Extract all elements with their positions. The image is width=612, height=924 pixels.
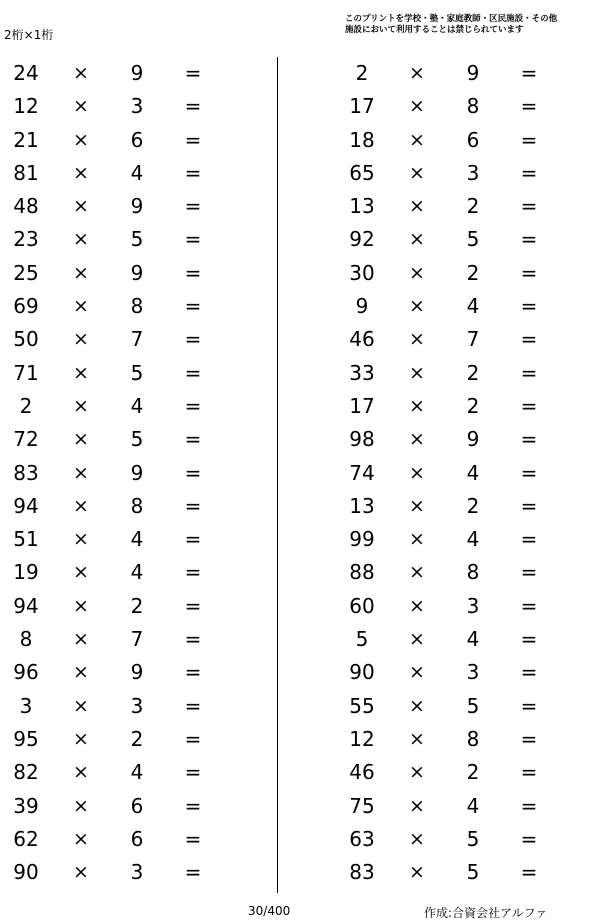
equals-sign: = [520, 693, 538, 718]
left-problem-row [0, 723, 270, 756]
multiplier: 2 [466, 760, 480, 785]
times-sign: × [409, 195, 425, 218]
left-problem-row [0, 190, 270, 223]
equals-sign: = [184, 227, 202, 252]
multiplicand: 51 [13, 527, 39, 552]
multiplier: 4 [130, 760, 144, 785]
multiplicand: 62 [13, 826, 39, 851]
left-problem-row [0, 124, 270, 157]
left-problem-row [0, 90, 270, 123]
multiplicand: 88 [349, 560, 375, 585]
multiplicand: 81 [13, 160, 39, 185]
multiplicand: 83 [349, 860, 375, 885]
right-problem-row [336, 257, 606, 290]
equals-sign: = [520, 360, 538, 385]
multiplicand: 98 [349, 427, 375, 452]
multiplier: 3 [130, 693, 144, 718]
right-problem-row [336, 656, 606, 689]
equals-sign: = [184, 726, 202, 751]
times-sign: × [409, 694, 425, 717]
right-problem-row [336, 223, 606, 256]
times-sign: × [409, 228, 425, 251]
multiplicand: 60 [349, 593, 375, 618]
equals-sign: = [520, 527, 538, 552]
times-sign: × [73, 295, 89, 318]
multiplier: 9 [130, 61, 144, 85]
right-problem-column [336, 57, 606, 889]
times-sign: × [73, 161, 89, 184]
multiplicand: 50 [13, 327, 39, 352]
right-problem-row [336, 157, 606, 190]
left-problem-row [0, 457, 270, 490]
times-sign: × [409, 861, 425, 884]
equals-sign: = [520, 260, 538, 285]
multiplier: 8 [466, 560, 480, 585]
multiplicand: 8 [19, 627, 33, 652]
multiplicand: 96 [13, 660, 39, 685]
equals-sign: = [184, 593, 202, 618]
right-problem-row [336, 357, 606, 390]
times-sign: × [409, 261, 425, 284]
times-sign: × [73, 594, 89, 617]
times-sign: × [73, 428, 89, 451]
multiplicand: 9 [355, 294, 369, 319]
multiplier: 8 [130, 294, 144, 319]
multiplicand: 25 [13, 260, 39, 285]
multiplier: 6 [130, 127, 144, 152]
multiplier: 6 [130, 793, 144, 818]
multiplier: 9 [466, 427, 480, 452]
equals-sign: = [184, 260, 202, 285]
times-sign: × [409, 494, 425, 517]
left-problem-column [0, 57, 270, 889]
equals-sign: = [520, 194, 538, 219]
multiplier: 3 [130, 94, 144, 119]
right-problem-row [336, 457, 606, 490]
equals-sign: = [184, 760, 202, 785]
left-problem-row [0, 223, 270, 256]
times-sign: × [409, 361, 425, 384]
worksheet-title: 2桁×1桁 [4, 28, 54, 42]
multiplier: 5 [130, 360, 144, 385]
multiplicand: 17 [349, 393, 375, 418]
multiplier: 9 [466, 61, 480, 85]
multiplier: 8 [466, 94, 480, 119]
multiplier: 4 [466, 460, 480, 485]
times-sign: × [409, 62, 425, 84]
right-problem-row [336, 756, 606, 789]
multiplicand: 71 [13, 360, 39, 385]
multiplier: 2 [130, 593, 144, 618]
multiplier: 6 [130, 826, 144, 851]
left-problem-row [0, 823, 270, 856]
multiplicand: 75 [349, 793, 375, 818]
left-problem-row [0, 623, 270, 656]
multiplier: 9 [130, 460, 144, 485]
equals-sign: = [520, 160, 538, 185]
equals-sign: = [184, 194, 202, 219]
multiplicand: 13 [349, 194, 375, 219]
multiplier: 2 [466, 260, 480, 285]
right-problem-row [336, 124, 606, 157]
multiplicand: 13 [349, 493, 375, 518]
multiplier: 9 [130, 660, 144, 685]
times-sign: × [73, 528, 89, 551]
times-sign: × [73, 861, 89, 884]
multiplicand: 30 [349, 260, 375, 285]
times-sign: × [409, 428, 425, 451]
right-problem-row [336, 323, 606, 356]
usage-notice-line1: このプリントを学校・塾・家庭教師・区民施設・その他 [345, 14, 558, 24]
multiplier: 9 [130, 260, 144, 285]
multiplicand: 2 [355, 61, 369, 85]
multiplier: 8 [466, 726, 480, 751]
times-sign: × [409, 827, 425, 850]
multiplicand: 46 [349, 760, 375, 785]
left-problem-row [0, 523, 270, 556]
multiplier: 2 [130, 726, 144, 751]
times-sign: × [73, 62, 89, 84]
right-problem-row [336, 90, 606, 123]
equals-sign: = [184, 360, 202, 385]
equals-sign: = [184, 693, 202, 718]
times-sign: × [73, 727, 89, 750]
equals-sign: = [520, 660, 538, 685]
multiplicand: 48 [13, 194, 39, 219]
times-sign: × [409, 328, 425, 351]
equals-sign: = [520, 493, 538, 518]
equals-sign: = [184, 627, 202, 652]
equals-sign: = [184, 94, 202, 119]
equals-sign: = [184, 294, 202, 319]
equals-sign: = [184, 460, 202, 485]
multiplicand: 65 [349, 160, 375, 185]
multiplier: 5 [466, 826, 480, 851]
equals-sign: = [520, 393, 538, 418]
right-problem-row [336, 590, 606, 623]
equals-sign: = [520, 826, 538, 851]
multiplier: 8 [130, 493, 144, 518]
equals-sign: = [520, 860, 538, 885]
multiplier: 4 [466, 793, 480, 818]
multiplier: 5 [466, 693, 480, 718]
right-problem-row [336, 423, 606, 456]
equals-sign: = [184, 826, 202, 851]
equals-sign: = [520, 760, 538, 785]
multiplicand: 69 [13, 294, 39, 319]
left-problem-row [0, 257, 270, 290]
right-problem-row [336, 856, 606, 889]
times-sign: × [73, 561, 89, 584]
equals-sign: = [520, 427, 538, 452]
times-sign: × [73, 195, 89, 218]
left-problem-row [0, 590, 270, 623]
multiplier: 4 [466, 294, 480, 319]
multiplier: 7 [130, 627, 144, 652]
times-sign: × [409, 461, 425, 484]
column-divider [277, 57, 278, 893]
times-sign: × [409, 161, 425, 184]
multiplier: 3 [466, 593, 480, 618]
multiplicand: 5 [355, 627, 369, 652]
equals-sign: = [520, 127, 538, 152]
multiplier: 4 [466, 627, 480, 652]
multiplicand: 3 [19, 693, 33, 718]
times-sign: × [73, 361, 89, 384]
multiplicand: 18 [349, 127, 375, 152]
multiplier: 4 [130, 527, 144, 552]
multiplier: 3 [130, 860, 144, 885]
multiplier: 4 [130, 160, 144, 185]
multiplicand: 39 [13, 793, 39, 818]
multiplier: 4 [130, 393, 144, 418]
multiplicand: 17 [349, 94, 375, 119]
multiplier: 5 [466, 860, 480, 885]
left-problem-row [0, 756, 270, 789]
multiplicand: 99 [349, 527, 375, 552]
equals-sign: = [184, 427, 202, 452]
multiplicand: 94 [13, 493, 39, 518]
right-problem-row [336, 723, 606, 756]
right-problem-row [336, 690, 606, 723]
multiplicand: 74 [349, 460, 375, 485]
times-sign: × [73, 827, 89, 850]
multiplier: 2 [466, 493, 480, 518]
multiplier: 7 [130, 327, 144, 352]
multiplicand: 94 [13, 593, 39, 618]
times-sign: × [409, 761, 425, 784]
right-problem-row [336, 790, 606, 823]
times-sign: × [73, 628, 89, 651]
times-sign: × [409, 727, 425, 750]
times-sign: × [73, 95, 89, 118]
multiplier: 2 [466, 393, 480, 418]
equals-sign: = [520, 327, 538, 352]
multiplicand: 2 [19, 393, 33, 418]
right-problem-row [336, 523, 606, 556]
equals-sign: = [184, 793, 202, 818]
multiplicand: 63 [349, 826, 375, 851]
times-sign: × [409, 128, 425, 151]
equals-sign: = [520, 560, 538, 585]
multiplier: 3 [466, 660, 480, 685]
equals-sign: = [184, 61, 202, 85]
right-problem-row [336, 57, 606, 90]
multiplier: 4 [130, 560, 144, 585]
usage-notice [345, 14, 585, 36]
times-sign: × [73, 661, 89, 684]
equals-sign: = [184, 493, 202, 518]
equals-sign: = [184, 327, 202, 352]
times-sign: × [73, 794, 89, 817]
right-problem-row [336, 490, 606, 523]
times-sign: × [73, 328, 89, 351]
left-problem-row [0, 790, 270, 823]
times-sign: × [73, 761, 89, 784]
left-problem-row [0, 57, 270, 90]
multiplicand: 33 [349, 360, 375, 385]
times-sign: × [409, 794, 425, 817]
left-problem-row [0, 856, 270, 889]
times-sign: × [73, 228, 89, 251]
credit-text: 作成:合資会社アルファ [424, 906, 548, 920]
times-sign: × [409, 394, 425, 417]
left-problem-row [0, 390, 270, 423]
equals-sign: = [184, 127, 202, 152]
times-sign: × [409, 295, 425, 318]
times-sign: × [409, 528, 425, 551]
multiplier: 6 [466, 127, 480, 152]
multiplier: 4 [466, 527, 480, 552]
times-sign: × [409, 628, 425, 651]
right-problem-row [336, 823, 606, 856]
equals-sign: = [184, 393, 202, 418]
times-sign: × [73, 494, 89, 517]
times-sign: × [409, 594, 425, 617]
equals-sign: = [520, 94, 538, 119]
multiplicand: 21 [13, 127, 39, 152]
multiplicand: 92 [349, 227, 375, 252]
right-problem-row [336, 556, 606, 589]
times-sign: × [73, 128, 89, 151]
equals-sign: = [520, 460, 538, 485]
right-problem-row [336, 190, 606, 223]
usage-notice-line2: 施設において利用することは禁じられています [345, 25, 524, 35]
multiplier: 5 [130, 427, 144, 452]
multiplier: 2 [466, 360, 480, 385]
left-problem-row [0, 157, 270, 190]
multiplicand: 90 [13, 860, 39, 885]
left-problem-row [0, 556, 270, 589]
multiplier: 9 [130, 194, 144, 219]
equals-sign: = [520, 61, 538, 85]
equals-sign: = [520, 793, 538, 818]
multiplier: 5 [466, 227, 480, 252]
multiplicand: 72 [13, 427, 39, 452]
left-problem-row [0, 690, 270, 723]
equals-sign: = [184, 527, 202, 552]
times-sign: × [73, 694, 89, 717]
times-sign: × [409, 661, 425, 684]
multiplier: 2 [466, 194, 480, 219]
multiplicand: 95 [13, 726, 39, 751]
times-sign: × [73, 261, 89, 284]
multiplicand: 55 [349, 693, 375, 718]
multiplicand: 24 [13, 61, 39, 85]
times-sign: × [73, 461, 89, 484]
right-problem-row [336, 623, 606, 656]
equals-sign: = [520, 593, 538, 618]
equals-sign: = [184, 860, 202, 885]
right-problem-row [336, 390, 606, 423]
equals-sign: = [520, 227, 538, 252]
multiplier: 5 [130, 227, 144, 252]
multiplicand: 12 [13, 94, 39, 119]
equals-sign: = [520, 627, 538, 652]
multiplicand: 19 [13, 560, 39, 585]
multiplier: 3 [466, 160, 480, 185]
left-problem-row [0, 656, 270, 689]
multiplicand: 90 [349, 660, 375, 685]
times-sign: × [409, 561, 425, 584]
left-problem-row [0, 323, 270, 356]
times-sign: × [409, 95, 425, 118]
left-problem-row [0, 357, 270, 390]
times-sign: × [73, 394, 89, 417]
left-problem-row [0, 490, 270, 523]
left-problem-row [0, 290, 270, 323]
page-number: 30/400 [248, 904, 291, 918]
multiplicand: 23 [13, 227, 39, 252]
left-problem-row [0, 423, 270, 456]
equals-sign: = [184, 560, 202, 585]
multiplicand: 46 [349, 327, 375, 352]
right-problem-row [336, 290, 606, 323]
equals-sign: = [520, 726, 538, 751]
equals-sign: = [184, 660, 202, 685]
multiplicand: 82 [13, 760, 39, 785]
multiplier: 7 [466, 327, 480, 352]
multiplicand: 12 [349, 726, 375, 751]
equals-sign: = [520, 294, 538, 319]
multiplicand: 83 [13, 460, 39, 485]
equals-sign: = [184, 160, 202, 185]
